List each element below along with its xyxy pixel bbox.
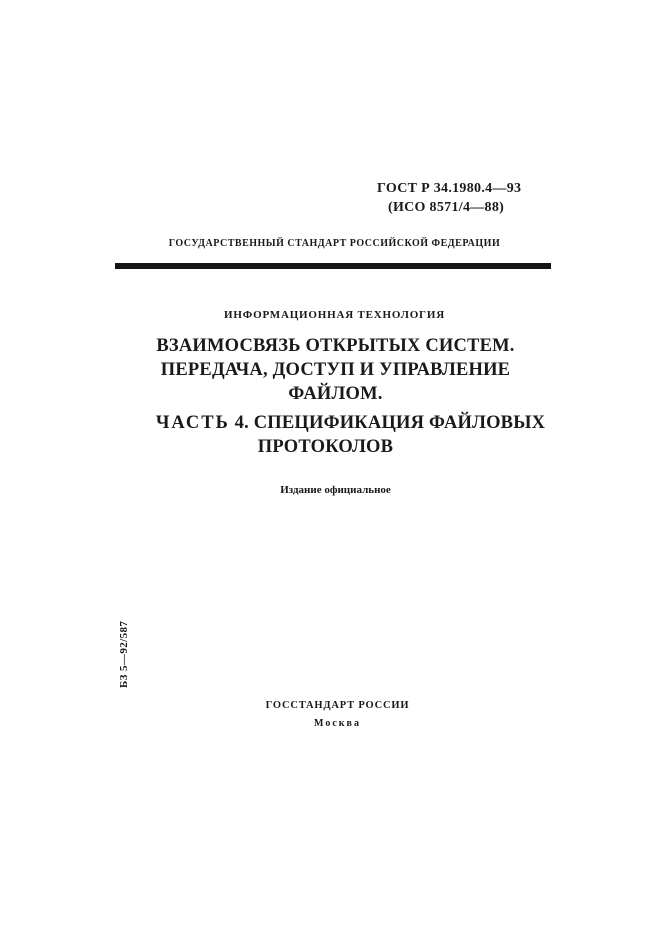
iso-code: (ИСО 8571/4—88) bbox=[388, 200, 505, 215]
publisher-city: Москва bbox=[314, 718, 361, 729]
title-line-3: ФАЙЛОМ. bbox=[288, 384, 383, 404]
horizontal-rule bbox=[115, 263, 551, 269]
title-line-1: ВЗАИМОСВЯЗЬ ОТКРЫТЫХ СИСТЕМ. bbox=[156, 336, 515, 356]
part-label: ЧАСТЬ bbox=[155, 413, 230, 433]
title-line-2: ПЕРЕДАЧА, ДОСТУП И УПРАВЛЕНИЕ bbox=[160, 360, 511, 380]
document-title bbox=[0, 334, 661, 406]
part-title-line-2: ПРОТОКОЛОВ bbox=[257, 437, 394, 457]
part-title-line-1 bbox=[0, 411, 661, 435]
standard-code: ГОСТ Р 34.1980.4—93 bbox=[377, 181, 522, 196]
subject-heading: ИНФОРМАЦИОННАЯ ТЕХНОЛОГИЯ bbox=[224, 309, 445, 321]
edition-note: Издание официальное bbox=[280, 484, 391, 496]
publisher: ГОССТАНДАРТ РОССИИ bbox=[265, 700, 410, 711]
side-catalog-code: БЗ 5—92/587 bbox=[118, 620, 130, 688]
state-standard-heading: ГОСУДАРСТВЕННЫЙ СТАНДАРТ РОССИЙСКОЙ ФЕДЕРАЦИИ bbox=[168, 238, 501, 249]
document-part-title bbox=[0, 411, 661, 459]
part-title-text: 4. СПЕЦИФИКАЦИЯ ФАЙЛОВЫХ bbox=[229, 413, 546, 433]
